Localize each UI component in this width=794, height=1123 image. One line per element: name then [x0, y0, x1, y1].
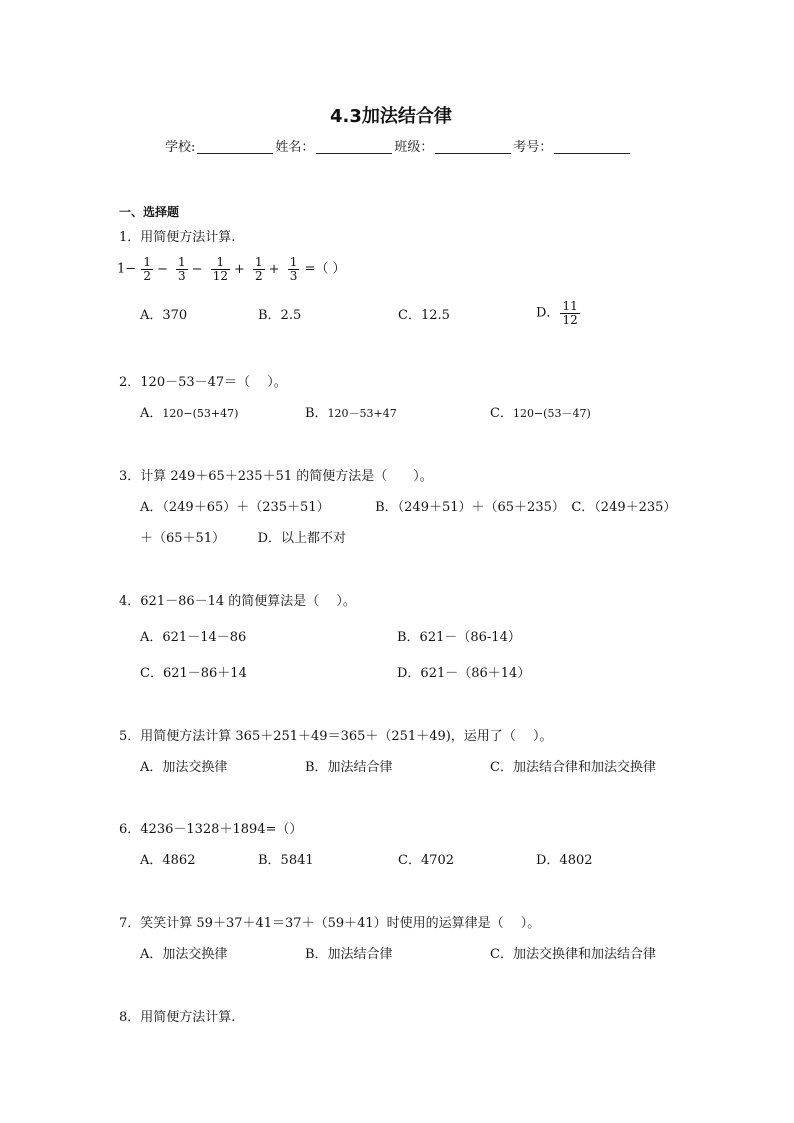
page-title: 4.3加法结合律: [330, 106, 452, 127]
q6-option-b[interactable]: B．5841: [258, 853, 314, 868]
q6-option-d[interactable]: D．4802: [536, 853, 593, 868]
fraction-1: $\frac{1}{2}$: [143, 255, 151, 283]
expr-tail: =（ ）: [304, 261, 346, 277]
q6-option-a[interactable]: A．4862: [140, 853, 196, 868]
question-8-stem: 8．用简便方法计算.: [119, 1010, 236, 1025]
question-7-stem: 7．笑笑计算 59＋37＋41＝37＋（59＋41）时使用的运算律是（ ）。: [119, 916, 541, 931]
fraction-5: $\frac{1}{3}$: [289, 255, 298, 283]
q2-option-b[interactable]: B．120－53+47: [305, 406, 397, 421]
q4-option-c[interactable]: C．621－86＋14: [140, 666, 247, 681]
number-blank[interactable]: [554, 140, 630, 154]
student-info-line: [165, 140, 632, 154]
q2-option-a[interactable]: A．120−(53+47): [140, 406, 239, 421]
q4-option-b[interactable]: B．621－（86-14）: [397, 630, 521, 645]
q7-option-a[interactable]: A．加法交换律: [140, 947, 228, 962]
question-2-stem: 2．120－53－47＝（ ）。: [119, 375, 287, 390]
q7-option-b[interactable]: B．加法结合律: [305, 947, 393, 962]
q1-option-c[interactable]: C．12.5: [398, 308, 450, 323]
question-6-stem: 6．4236－1328＋1894=（）: [119, 822, 303, 837]
q1-option-a[interactable]: A．370: [140, 308, 188, 323]
option-d-fraction: $\frac{11}{12}$: [562, 299, 578, 327]
q1-option-b[interactable]: B．2.5: [258, 308, 302, 323]
q6-option-c[interactable]: C．4702: [398, 853, 455, 868]
fraction-3: $\frac{1}{12}$: [212, 255, 228, 283]
q7-option-c[interactable]: C．加法交换律和加法结合律: [490, 947, 656, 962]
question-1-stem: 1．用简便方法计算.: [119, 230, 236, 245]
q3-options-line-2[interactable]: ＋（65＋51） D．以上都不对: [140, 531, 347, 546]
q4-option-a[interactable]: A．621－14－86: [140, 630, 247, 645]
number-label: 考号：: [513, 140, 553, 155]
q4-option-d[interactable]: D．621－（86＋14）: [397, 666, 531, 681]
class-label: 班级：: [394, 140, 434, 155]
school-blank[interactable]: [197, 140, 273, 154]
fraction-2: $\frac{1}{3}$: [178, 255, 186, 283]
question-1-expression: 1− $\frac{1}{2}$ − $\frac{1}{3}$ − $\frac{1}{12}$ + $\frac{1}{2}$ + $\frac{1}{3}$ =（ ）: [117, 255, 346, 283]
name-label: 姓名：: [275, 140, 315, 155]
question-3-stem: 3．计算 249＋65＋235＋51 的简便方法是（ ）。: [119, 469, 433, 484]
expr-lead: 1−: [117, 261, 137, 277]
question-4-stem: 4．621－86－14 的简便算法是（ ）。: [119, 594, 356, 609]
fraction-4: $\frac{1}{2}$: [255, 255, 263, 283]
q5-option-b[interactable]: B．加法结合律: [305, 760, 393, 775]
question-5-stem: 5．用简便方法计算 365＋251＋49＝365＋（251＋49)，运用了（ ）。: [119, 729, 553, 744]
section-heading: 一、选择题: [119, 205, 180, 219]
q5-option-a[interactable]: A．加法交换律: [140, 760, 228, 775]
q5-option-c[interactable]: C．加法结合律和加法交换律: [490, 760, 656, 775]
school-label: 学校:: [165, 140, 196, 155]
q2-option-c[interactable]: C．120−(53－47): [490, 406, 591, 421]
q1-option-d[interactable]: D． $\frac{11}{12}$: [536, 299, 578, 327]
class-blank[interactable]: [435, 140, 511, 154]
name-blank[interactable]: [316, 140, 392, 154]
q3-options-line-1[interactable]: A．（249＋65）＋（235＋51） B．（249＋51）＋（65＋235） C．（249＋235）: [140, 500, 677, 515]
